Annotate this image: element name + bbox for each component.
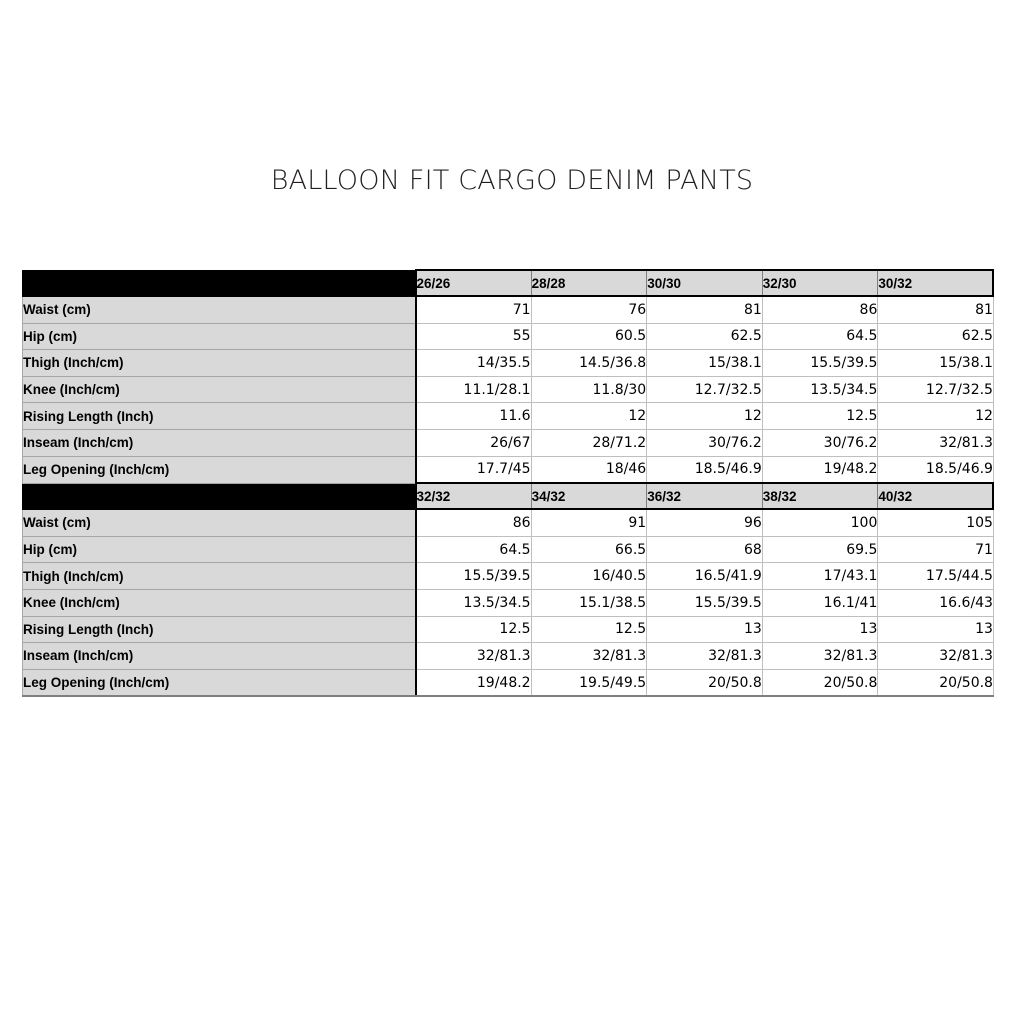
measurement-value-cell: 12.5 bbox=[531, 616, 647, 643]
measurement-value-cell: 18.5/46.9 bbox=[878, 456, 994, 483]
measurement-value-cell: 16.5/41.9 bbox=[647, 563, 763, 590]
measurement-value-cell: 12.7/32.5 bbox=[878, 376, 994, 403]
measurement-value-cell: 76 bbox=[531, 296, 647, 323]
measurement-value-cell: 32/81.3 bbox=[762, 643, 878, 670]
measurement-value-cell: 13.5/34.5 bbox=[416, 589, 532, 616]
table-row bbox=[23, 296, 994, 323]
size-header-cell: 40/32 bbox=[878, 483, 994, 509]
measurement-label-cell: Knee (Inch/cm) bbox=[23, 589, 416, 616]
measurement-value-cell: 60.5 bbox=[531, 323, 647, 350]
measurement-value-cell: 12.5 bbox=[416, 616, 532, 643]
table-row bbox=[23, 323, 994, 350]
measurement-value-cell: 13 bbox=[878, 616, 994, 643]
measurement-value-cell: 16.6/43 bbox=[878, 589, 994, 616]
measurement-value-cell: 96 bbox=[647, 509, 763, 536]
table-row bbox=[23, 616, 994, 643]
measurement-value-cell: 86 bbox=[416, 509, 532, 536]
measurement-label-cell: Hip (cm) bbox=[23, 323, 416, 350]
measurement-label-cell: Leg Opening (Inch/cm) bbox=[23, 669, 416, 696]
measurement-label-cell: Hip (cm) bbox=[23, 536, 416, 563]
size-header-cell: 30/30 bbox=[647, 270, 763, 296]
measurement-value-cell: 55 bbox=[416, 323, 532, 350]
measurement-value-cell: 100 bbox=[762, 509, 878, 536]
table-row bbox=[23, 509, 994, 536]
measurement-value-cell: 86 bbox=[762, 296, 878, 323]
size-header-cell: 38/32 bbox=[762, 483, 878, 509]
measurement-value-cell: 11.6 bbox=[416, 403, 532, 430]
measurement-value-cell: 62.5 bbox=[647, 323, 763, 350]
measurement-label-cell: Waist (cm) bbox=[23, 509, 416, 536]
measurement-value-cell: 32/81.3 bbox=[878, 429, 994, 456]
table-row bbox=[23, 403, 994, 430]
table-row bbox=[23, 350, 994, 377]
measurement-value-cell: 15.1/38.5 bbox=[531, 589, 647, 616]
measurement-header-cell bbox=[23, 270, 416, 296]
measurement-label-cell: Inseam (Inch/cm) bbox=[23, 429, 416, 456]
size-header-cell: 26/26 bbox=[416, 270, 532, 296]
measurement-value-cell: 14/35.5 bbox=[416, 350, 532, 377]
table-row bbox=[23, 376, 994, 403]
measurement-value-cell: 91 bbox=[531, 509, 647, 536]
size-header-cell: 36/32 bbox=[647, 483, 763, 509]
page-title: BALLOON FIT CARGO DENIM PANTS bbox=[270, 165, 754, 196]
measurement-value-cell: 11.8/30 bbox=[531, 376, 647, 403]
measurement-value-cell: 64.5 bbox=[762, 323, 878, 350]
measurement-value-cell: 12 bbox=[878, 403, 994, 430]
measurement-value-cell: 66.5 bbox=[531, 536, 647, 563]
measurement-value-cell: 15/38.1 bbox=[647, 350, 763, 377]
size-header-cell: 30/32 bbox=[878, 270, 994, 296]
measurement-value-cell: 12 bbox=[647, 403, 763, 430]
measurement-value-cell: 32/81.3 bbox=[647, 643, 763, 670]
measurement-value-cell: 20/50.8 bbox=[647, 669, 763, 696]
measurement-header-cell bbox=[23, 483, 416, 509]
measurement-value-cell: 13 bbox=[762, 616, 878, 643]
measurement-value-cell: 17/43.1 bbox=[762, 563, 878, 590]
measurement-value-cell: 71 bbox=[416, 296, 532, 323]
table-row bbox=[23, 589, 994, 616]
measurement-label-cell: Waist (cm) bbox=[23, 296, 416, 323]
measurement-value-cell: 105 bbox=[878, 509, 994, 536]
measurement-value-cell: 71 bbox=[878, 536, 994, 563]
measurement-value-cell: 81 bbox=[647, 296, 763, 323]
measurement-label-cell: Knee (Inch/cm) bbox=[23, 376, 416, 403]
measurement-value-cell: 12.5 bbox=[762, 403, 878, 430]
measurement-value-cell: 12.7/32.5 bbox=[647, 376, 763, 403]
measurement-label-cell: Rising Length (Inch) bbox=[23, 403, 416, 430]
measurement-value-cell: 19.5/49.5 bbox=[531, 669, 647, 696]
size-header-cell: 32/30 bbox=[762, 270, 878, 296]
measurement-value-cell: 17.5/44.5 bbox=[878, 563, 994, 590]
measurement-value-cell: 64.5 bbox=[416, 536, 532, 563]
measurement-value-cell: 69.5 bbox=[762, 536, 878, 563]
measurement-value-cell: 11.1/28.1 bbox=[416, 376, 532, 403]
size-chart-table bbox=[22, 269, 994, 697]
size-header-cell: 34/32 bbox=[531, 483, 647, 509]
measurement-value-cell: 17.7/45 bbox=[416, 456, 532, 483]
measurement-value-cell: 68 bbox=[647, 536, 763, 563]
measurement-value-cell: 26/67 bbox=[416, 429, 532, 456]
measurement-value-cell: 18/46 bbox=[531, 456, 647, 483]
measurement-label-cell: Leg Opening (Inch/cm) bbox=[23, 456, 416, 483]
measurement-value-cell: 15.5/39.5 bbox=[647, 589, 763, 616]
measurement-label-cell: Rising Length (Inch) bbox=[23, 616, 416, 643]
measurement-label-cell: Inseam (Inch/cm) bbox=[23, 643, 416, 670]
size-header-row bbox=[23, 483, 994, 509]
measurement-value-cell: 12 bbox=[531, 403, 647, 430]
measurement-value-cell: 30/76.2 bbox=[647, 429, 763, 456]
table-row bbox=[23, 456, 994, 483]
measurement-value-cell: 19/48.2 bbox=[416, 669, 532, 696]
measurement-value-cell: 20/50.8 bbox=[878, 669, 994, 696]
measurement-value-cell: 28/71.2 bbox=[531, 429, 647, 456]
measurement-value-cell: 32/81.3 bbox=[416, 643, 532, 670]
measurement-value-cell: 81 bbox=[878, 296, 994, 323]
measurement-value-cell: 15.5/39.5 bbox=[416, 563, 532, 590]
measurement-label-cell: Thigh (Inch/cm) bbox=[23, 563, 416, 590]
measurement-value-cell: 19/48.2 bbox=[762, 456, 878, 483]
measurement-value-cell: 18.5/46.9 bbox=[647, 456, 763, 483]
measurement-value-cell: 16/40.5 bbox=[531, 563, 647, 590]
size-chart bbox=[22, 269, 993, 697]
measurement-value-cell: 13 bbox=[647, 616, 763, 643]
measurement-label-cell: Thigh (Inch/cm) bbox=[23, 350, 416, 377]
table-row bbox=[23, 669, 994, 696]
measurement-value-cell: 62.5 bbox=[878, 323, 994, 350]
size-header-cell: 28/28 bbox=[531, 270, 647, 296]
table-row bbox=[23, 563, 994, 590]
measurement-value-cell: 15/38.1 bbox=[878, 350, 994, 377]
measurement-value-cell: 13.5/34.5 bbox=[762, 376, 878, 403]
table-row bbox=[23, 536, 994, 563]
size-header-cell: 32/32 bbox=[416, 483, 532, 509]
measurement-value-cell: 14.5/36.8 bbox=[531, 350, 647, 377]
measurement-value-cell: 30/76.2 bbox=[762, 429, 878, 456]
measurement-value-cell: 32/81.3 bbox=[878, 643, 994, 670]
table-row bbox=[23, 643, 994, 670]
measurement-value-cell: 15.5/39.5 bbox=[762, 350, 878, 377]
measurement-value-cell: 32/81.3 bbox=[531, 643, 647, 670]
table-row bbox=[23, 429, 994, 456]
measurement-value-cell: 20/50.8 bbox=[762, 669, 878, 696]
measurement-value-cell: 16.1/41 bbox=[762, 589, 878, 616]
size-header-row bbox=[23, 270, 994, 296]
